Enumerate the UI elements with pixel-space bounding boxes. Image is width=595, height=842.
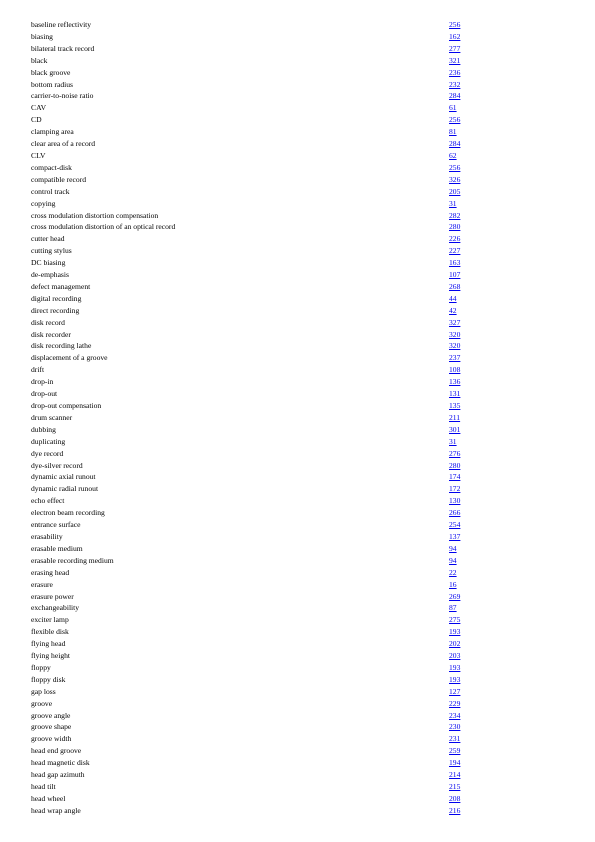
page-number-link[interactable]: 62: [449, 150, 457, 160]
page-number-link[interactable]: 321: [449, 55, 461, 65]
index-term: compatible record: [31, 174, 87, 184]
index-term: displacement of a groove: [31, 353, 108, 363]
page-number-link[interactable]: 320: [449, 329, 461, 339]
page-number-link[interactable]: 208: [449, 793, 461, 803]
page-number-link[interactable]: 172: [449, 484, 461, 494]
index-term: exchangeability: [31, 603, 80, 613]
page-number-link[interactable]: 234: [449, 710, 461, 720]
index-entry: [31, 448, 471, 460]
index-term: electron beam recording: [31, 508, 105, 518]
page-number-link[interactable]: 256: [449, 20, 461, 29]
page-number-link[interactable]: 127: [449, 686, 461, 696]
page-number-link[interactable]: 194: [449, 758, 461, 768]
index-term: head end groove: [31, 746, 82, 756]
page-number-link[interactable]: 284: [449, 139, 461, 149]
page-number-link[interactable]: 215: [449, 782, 461, 791]
index-term: disk recording lathe: [31, 341, 92, 351]
index-entry: [31, 531, 471, 543]
page-number-link[interactable]: 266: [449, 508, 461, 518]
index-entry: [31, 543, 471, 555]
index-term: head gap azimuth: [31, 770, 85, 780]
index-entry: [31, 233, 471, 245]
index-entry: [31, 79, 471, 91]
page-number-link[interactable]: 22: [449, 567, 457, 577]
page-number-link[interactable]: 203: [449, 651, 461, 661]
page-number-link[interactable]: 226: [449, 234, 461, 244]
index-entry: [31, 745, 471, 757]
index-entry: [31, 31, 471, 43]
index-entry: [31, 626, 471, 638]
index-entry: [31, 567, 471, 579]
index-term: baseline reflectivity: [31, 20, 92, 29]
page-number-link[interactable]: 282: [449, 210, 461, 220]
page-number-link[interactable]: 268: [449, 281, 461, 291]
page-number-link[interactable]: 232: [449, 79, 461, 89]
index-term: carrier-to-noise ratio: [31, 91, 94, 101]
page-number-link[interactable]: 256: [449, 162, 461, 172]
page-number-link[interactable]: 162: [449, 31, 461, 41]
index-term: bilateral track record: [31, 43, 95, 53]
index-term: copying: [31, 198, 56, 208]
page-number-link[interactable]: 236: [449, 67, 461, 77]
page-number-link[interactable]: 130: [449, 496, 461, 506]
page-number-link[interactable]: 131: [449, 389, 461, 399]
index-term: drum scanner: [31, 412, 73, 422]
page-number-link[interactable]: 277: [449, 43, 461, 53]
index-term: clamping area: [31, 127, 74, 137]
index-term: duplicating: [31, 436, 66, 446]
page-number-link[interactable]: 193: [449, 674, 461, 684]
index-entry: [31, 519, 471, 531]
page-number-link[interactable]: 301: [449, 424, 461, 434]
page-number-link[interactable]: 230: [449, 722, 461, 732]
index-term: erasure: [31, 579, 53, 589]
page-number-link[interactable]: 163: [449, 258, 461, 268]
index-term: drop-out: [31, 389, 58, 399]
index-entry: [31, 781, 471, 793]
index-entry: [31, 90, 471, 102]
index-term: head magnetic disk: [31, 758, 90, 768]
index-term: exciter lamp: [31, 615, 69, 625]
index-term: cross modulation distortion of an optical record: [31, 222, 176, 232]
index-term: erasable recording medium: [31, 555, 114, 565]
page-number-link[interactable]: 31: [449, 198, 457, 208]
index-term: head tilt: [31, 782, 56, 791]
index-term: DC biasing: [31, 258, 66, 268]
index-term: dynamic radial runout: [31, 484, 99, 494]
index-term: erasability: [31, 531, 63, 541]
index-entry: [31, 19, 471, 31]
index-term: compact-disk: [31, 162, 72, 172]
page-number-link[interactable]: 227: [449, 246, 461, 256]
index-entry: [31, 602, 471, 614]
page-number-link[interactable]: 16: [449, 579, 457, 589]
page-number-link[interactable]: 254: [449, 520, 461, 530]
index-entry: [31, 186, 471, 198]
index-term: dynamic axial runout: [31, 472, 96, 482]
index-entry: [31, 793, 471, 805]
index-term: cross modulation distortion compensation: [31, 210, 159, 220]
page-number-link[interactable]: 284: [449, 91, 461, 101]
index-entry: [31, 710, 471, 722]
index-term: digital recording: [31, 293, 82, 303]
index-entry: [31, 591, 471, 603]
page-number-link[interactable]: 87: [449, 603, 457, 613]
index-entry: [31, 733, 471, 745]
index-term: disk record: [31, 317, 65, 327]
index-entry: [31, 67, 471, 79]
index-term: groove: [31, 698, 53, 708]
index-entry: [31, 245, 471, 257]
page-number-link[interactable]: 327: [449, 317, 461, 327]
index-term: disk recorder: [31, 329, 71, 339]
index-entry: [31, 757, 471, 769]
index-entry: [31, 471, 471, 483]
page-number-link[interactable]: 94: [449, 543, 457, 553]
index-entry: [31, 662, 471, 674]
page-number-link[interactable]: 81: [449, 127, 457, 137]
index-list: [31, 19, 471, 817]
index-term: flying head: [31, 639, 66, 649]
page-number-link[interactable]: 237: [449, 353, 461, 363]
index-entry: [31, 483, 471, 495]
index-entry: [31, 614, 471, 626]
index-entry: [31, 138, 471, 150]
index-term: defect management: [31, 281, 91, 291]
page-number-link[interactable]: 326: [449, 174, 461, 184]
index-term: direct recording: [31, 305, 80, 315]
page-number-link[interactable]: 256: [449, 115, 461, 125]
index-term: erasure power: [31, 591, 74, 601]
index-term: flying height: [31, 651, 71, 661]
page-number-link[interactable]: 107: [449, 270, 461, 280]
index-entry: [31, 424, 471, 436]
index-entry: [31, 650, 471, 662]
page-number-link[interactable]: 269: [449, 591, 461, 601]
page-number-link[interactable]: 211: [449, 412, 461, 422]
index-term: groove angle: [31, 710, 71, 720]
index-term: floppy: [31, 662, 51, 672]
index-entry: [31, 460, 471, 472]
page-number-link[interactable]: 275: [449, 615, 461, 625]
page-number-link[interactable]: 61: [449, 103, 457, 113]
index-term: CLV: [31, 150, 46, 160]
page-number-link[interactable]: 174: [449, 472, 461, 482]
index-entry: [31, 102, 471, 114]
page-number-link[interactable]: 31: [449, 436, 457, 446]
index-entry: [31, 495, 471, 507]
index-term: gap loss: [31, 686, 56, 696]
index-entry: [31, 55, 471, 67]
index-entry: [31, 769, 471, 781]
page-number-link[interactable]: 136: [449, 377, 461, 387]
page-number-link[interactable]: 229: [449, 698, 461, 708]
page-number-link[interactable]: 280: [449, 222, 461, 232]
index-entry: [31, 269, 471, 281]
index-entry: [31, 198, 471, 210]
index-term: flexible disk: [31, 627, 69, 637]
index-entry: [31, 329, 471, 341]
index-term: erasing head: [31, 567, 70, 577]
index-entry: [31, 436, 471, 448]
index-term: CAV: [31, 103, 47, 113]
index-term: dye-silver record: [31, 460, 83, 470]
index-entry: [31, 43, 471, 55]
index-entry: [31, 721, 471, 733]
index-entry: [31, 674, 471, 686]
index-entry: [31, 340, 471, 352]
index-entry: [31, 507, 471, 519]
page-number-link[interactable]: 280: [449, 460, 461, 470]
index-term: floppy disk: [31, 674, 66, 684]
page-number-link[interactable]: 214: [449, 770, 461, 780]
index-entry: [31, 579, 471, 591]
index-term: dye record: [31, 448, 64, 458]
page-number-link[interactable]: 44: [449, 293, 457, 303]
index-entry: [31, 174, 471, 186]
index-term: drop-out compensation: [31, 401, 102, 410]
index-term: cutter head: [31, 234, 65, 244]
page-number-link[interactable]: 94: [449, 555, 457, 565]
index-entry: [31, 221, 471, 233]
index-entry: [31, 388, 471, 400]
index-term: erasable medium: [31, 543, 83, 553]
page-number-link[interactable]: 193: [449, 662, 461, 672]
page-number-link[interactable]: 42: [449, 305, 457, 315]
index-entry: [31, 210, 471, 222]
index-term: entrance surface: [31, 520, 81, 530]
index-term: control track: [31, 186, 70, 196]
index-entry: [31, 400, 471, 412]
index-entry: [31, 686, 471, 698]
index-entry: [31, 126, 471, 138]
page-number-link[interactable]: 137: [449, 531, 461, 541]
page-number-link[interactable]: 216: [449, 805, 461, 815]
index-entry: [31, 317, 471, 329]
index-term: echo effect: [31, 496, 65, 506]
page-number-link[interactable]: 231: [449, 734, 461, 744]
index-entry: [31, 376, 471, 388]
index-entry: [31, 805, 471, 817]
index-entry: [31, 364, 471, 376]
index-term: clear area of a record: [31, 139, 96, 149]
index-term: head wrap angle: [31, 805, 81, 815]
page-number-link[interactable]: 193: [449, 627, 461, 637]
page-number-link[interactable]: 276: [449, 448, 461, 458]
index-term: biasing: [31, 31, 53, 41]
index-term: de-emphasis: [31, 270, 69, 280]
index-entry: [31, 698, 471, 710]
page-number-link[interactable]: 135: [449, 401, 461, 410]
index-entry: [31, 162, 471, 174]
index-entry: [31, 114, 471, 126]
index-term: groove width: [31, 734, 72, 744]
index-entry: [31, 281, 471, 293]
index-entry: [31, 293, 471, 305]
index-term: head wheel: [31, 793, 66, 803]
index-term: black groove: [31, 67, 71, 77]
index-entry: [31, 305, 471, 317]
index-entry: [31, 257, 471, 269]
page-number-link[interactable]: 259: [449, 746, 461, 756]
page-number-link[interactable]: 108: [449, 365, 461, 375]
page-number-link[interactable]: 205: [449, 186, 461, 196]
index-term: black: [31, 55, 48, 65]
index-term: CD: [31, 115, 42, 125]
index-entry: [31, 150, 471, 162]
index-term: groove shape: [31, 722, 72, 732]
index-entry: [31, 638, 471, 650]
index-entry: [31, 352, 471, 364]
index-entry: [31, 555, 471, 567]
index-term: drift: [31, 365, 45, 375]
index-term: bottom radius: [31, 79, 73, 89]
index-term: drop-in: [31, 377, 54, 387]
index-term: cutting stylus: [31, 246, 72, 256]
index-entry: [31, 412, 471, 424]
index-term: dubbing: [31, 424, 56, 434]
page-number-link[interactable]: 202: [449, 639, 461, 649]
page-number-link[interactable]: 320: [449, 341, 461, 351]
